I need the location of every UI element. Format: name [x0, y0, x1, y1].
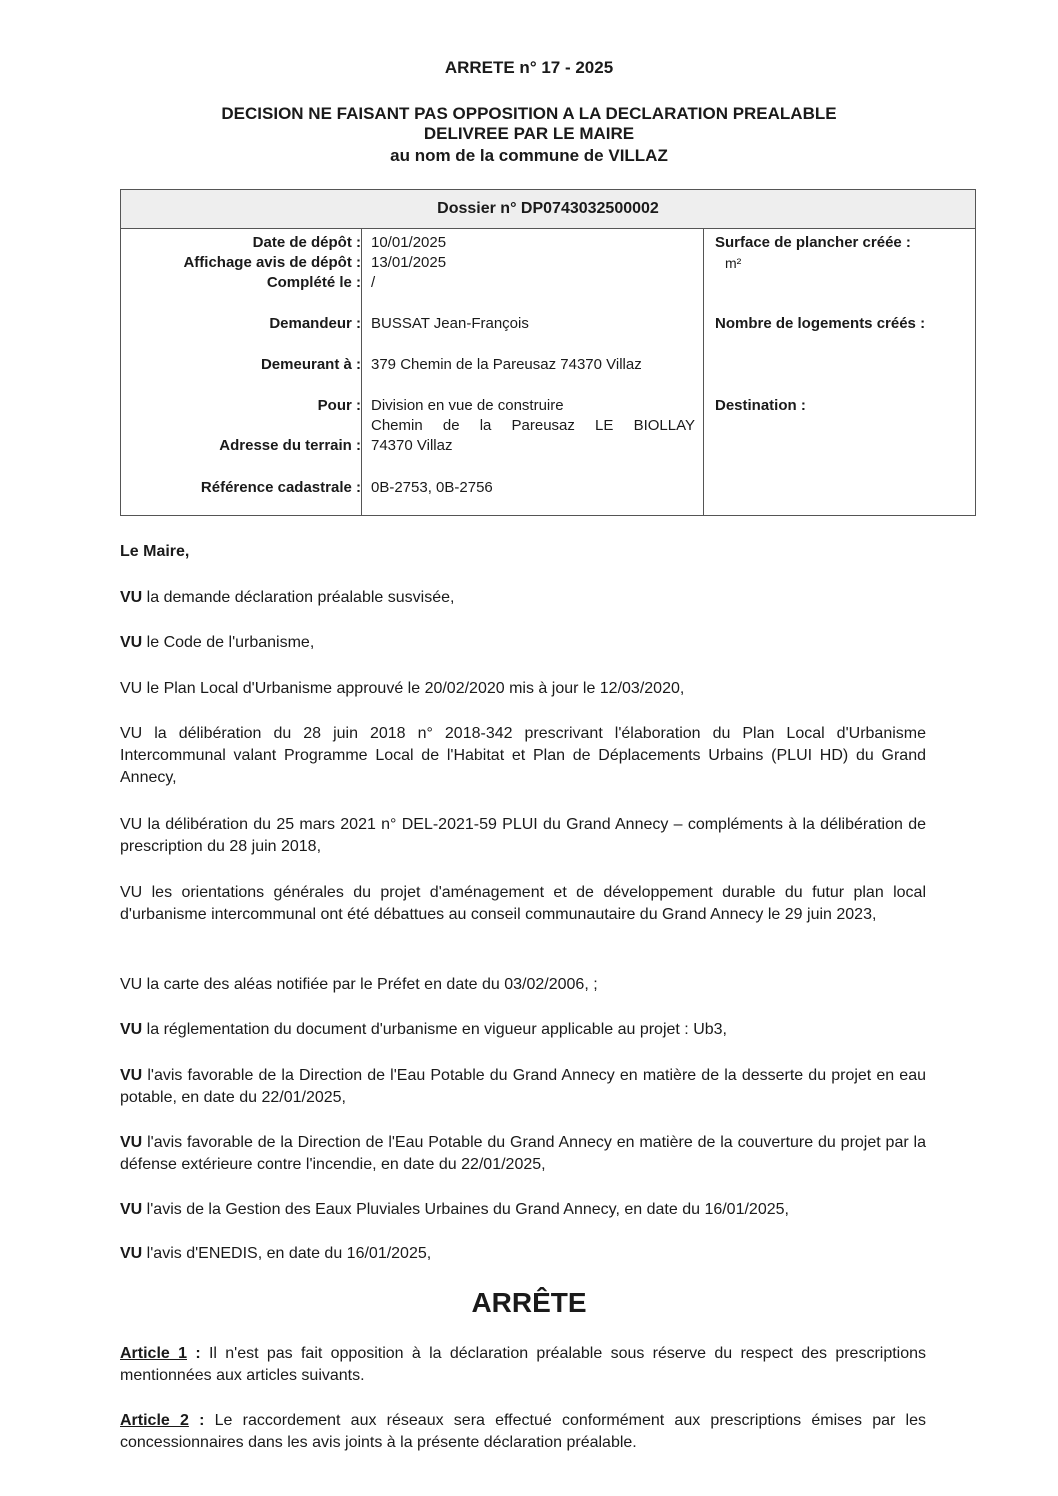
vu-paragraph: VU l'avis de la Gestion des Eaux Pluviales Urbaines du Grand Annecy, en date du 16/01/2025, — [120, 1201, 789, 1218]
vu-paragraph: VU le Code de l'urbanisme, — [120, 634, 315, 651]
vu-paragraph: VU l'avis d'ENEDIS, en date du 16/01/2025, — [120, 1245, 432, 1262]
article-2: Article 2 : Le raccordement aux réseaux sera effectué conformément aux prescriptions émises par les concessionnaires dans les avis joints à la présente déclaration préalable. — [120, 1412, 926, 1451]
vu-paragraph: VU la carte des aléas notifiée par le Préfet en date du 03/02/2006, ; — [120, 976, 598, 993]
value-complete: / — [371, 274, 376, 291]
label-date-depot: Date de dépôt : — [252, 234, 361, 251]
label-nombre-logements: Nombre de logements créés : — [715, 315, 926, 332]
label-reference-cadastrale: Référence cadastrale : — [200, 479, 361, 496]
value-surface-unit: m² — [725, 255, 742, 271]
vu-paragraph: VU la délibération du 28 juin 2018 n° 2018-342 prescrivant l'élaboration du Plan Local d'Urbanisme Intercommunal valant Programme Local de l'Habitat et Plan de Déplacements Urbains (PLUI HD) du Grand Annecy, — [120, 725, 926, 786]
vu-paragraph: VU la demande déclaration préalable susvisée, — [120, 589, 455, 606]
value-pour: Division en vue de construire — [371, 397, 564, 414]
decision-title-line1: DECISION NE FAISANT PAS OPPOSITION A LA DECLARATION PREALABLE — [221, 104, 837, 123]
label-demandeur: Demandeur : — [269, 315, 361, 332]
vu-paragraph: VU l'avis favorable de la Direction de l'Eau Potable du Grand Annecy en matière de la desserte du projet en eau potable, en date du 22/01/2025, — [120, 1067, 926, 1106]
value-reference: 0B-2753, 0B-2756 — [371, 479, 493, 496]
label-adresse-terrain: Adresse du terrain : — [219, 437, 361, 454]
vu-paragraph: VU les orientations générales du projet d'aménagement et de développement durable du futur plan local d'urbanisme intercommunal ont été débattues au conseil communautaire du Grand Annecy le 29 juin 2023, — [120, 884, 926, 923]
value-affichage: 13/01/2025 — [371, 254, 447, 271]
vu-paragraph: VU le Plan Local d'Urbanisme approuvé le 20/02/2020 mis à jour le 12/03/2020, — [120, 680, 685, 697]
column-divider — [703, 229, 704, 515]
article-label: Article 2 — [120, 1412, 189, 1429]
value-demandeur: BUSSAT Jean-François — [371, 315, 529, 332]
label-destination: Destination : — [715, 397, 806, 414]
column-divider — [361, 229, 362, 515]
decision-title-line2: DELIVREE PAR LE MAIRE — [423, 124, 635, 143]
dossier-box — [120, 189, 976, 516]
label-affichage: Affichage avis de dépôt : — [183, 254, 361, 271]
value-adresse-line2: 74370 Villaz — [371, 437, 453, 454]
label-column — [121, 190, 361, 515]
vu-paragraph: VU la réglementation du document d'urbanisme en vigueur applicable au projet : Ub3, — [120, 1021, 727, 1038]
vu-paragraph: VU l'avis favorable de la Direction de l'Eau Potable du Grand Annecy en matière de la couverture du projet par la défense extérieure contre l'incendie, en date du 22/01/2025, — [120, 1134, 926, 1173]
value-adresse-line1: Chemin de la Pareusaz LE BIOLLAY — [371, 417, 695, 434]
dossier-number: Dossier n° DP0743032500002 — [121, 190, 975, 229]
decision-title-line3: au nom de la commune de VILLAZ — [390, 146, 668, 165]
article-1: Article 1 : Il n'est pas fait opposition à la déclaration préalable sous réserve du respect des prescriptions mentionnées aux articles suivants. — [120, 1345, 927, 1384]
label-demeurant: Demeurant à : — [260, 356, 361, 373]
value-demeurant: 379 Chemin de la Pareusaz 74370 Villaz — [371, 356, 642, 373]
arrete-heading: ARRÊTE — [471, 1287, 587, 1318]
article-label: Article 1 — [120, 1345, 188, 1362]
arrete-number: ARRETE n° 17 - 2025 — [444, 58, 614, 77]
vu-paragraph: VU la délibération du 25 mars 2021 n° DEL-2021-59 PLUI du Grand Annecy – compléments à la délibération de prescription du 28 juin 2018, — [120, 816, 926, 855]
label-complete: Complété le : — [266, 274, 361, 291]
label-surface-plancher: Surface de plancher créée : — [715, 234, 911, 251]
value-date-depot: 10/01/2025 — [371, 234, 447, 251]
greeting: Le Maire, — [120, 543, 190, 560]
label-pour: Pour : — [317, 397, 361, 414]
